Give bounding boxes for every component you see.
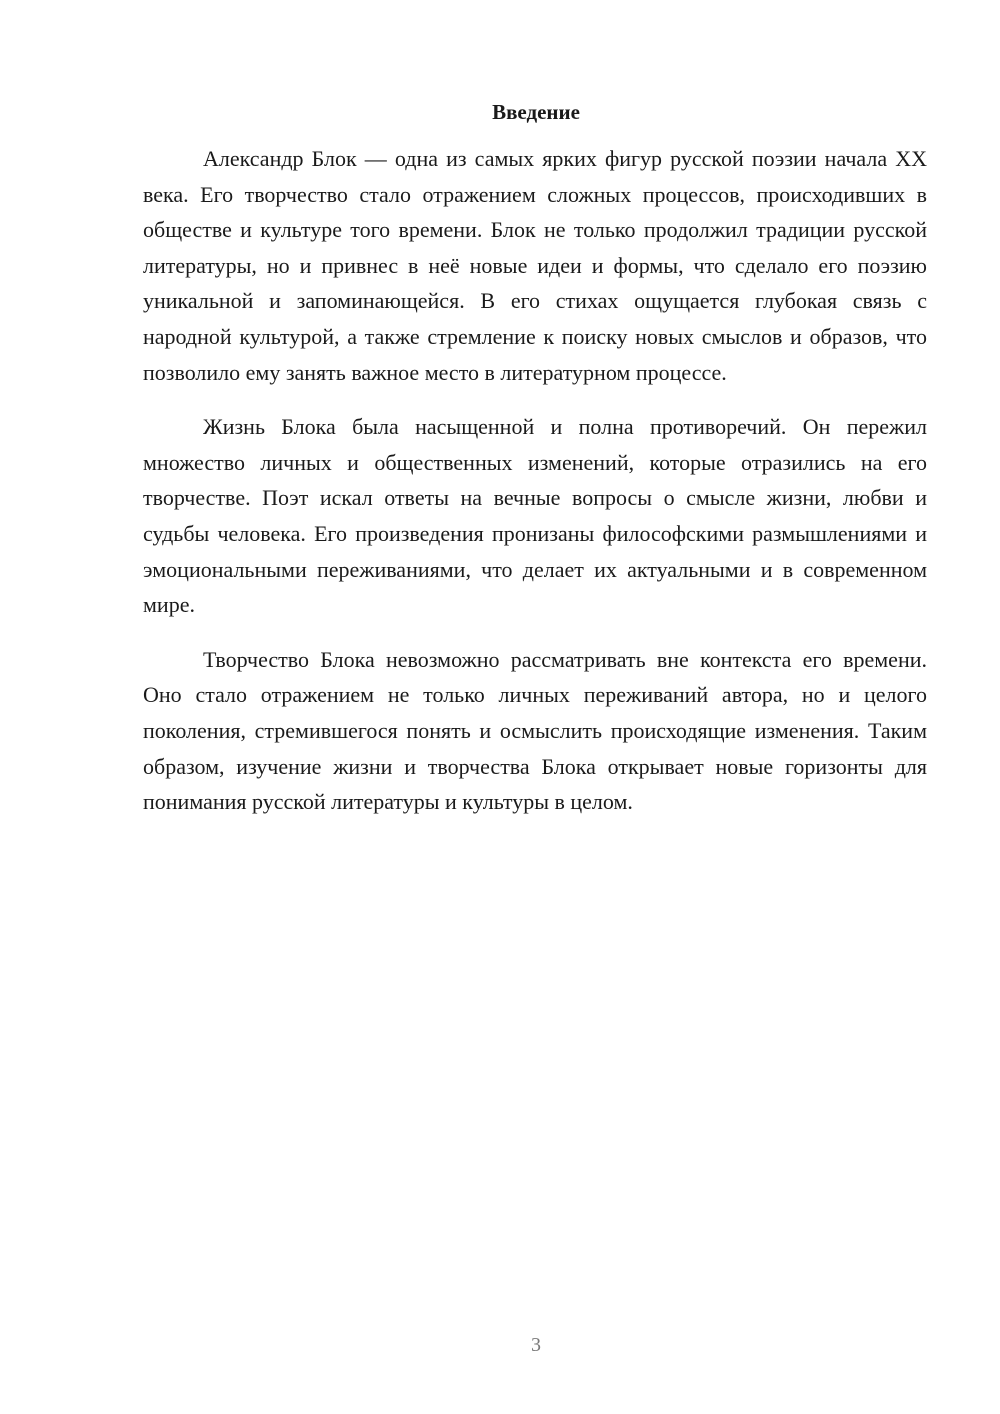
page-number: 3 <box>531 1334 541 1356</box>
paragraph-1: Александр Блок — одна из самых ярких фигур русской поэзии начала XX века. Его творчество стало отражением сложных процессов, происходивших в обществе и культуре того времени. Блок не только продолжил традиции русской литературы, но и привнес в неё новые идеи и формы, что сделало его поэзию уникальной и запоминающейся. В его стихах ощущается глубокая связь с народной культурой, а также стремление к поиску новых смыслов и образов, что позволило ему занять важное место в литературном процессе. <box>143 146 927 385</box>
paragraph-3: Творчество Блока невозможно рассматривать вне контекста его времени. Оно стало отражением не только личных переживаний автора, но и целого поколения, стремившегося понять и осмыслить происходящие изменения. Таким образом, изучение жизни и творчества Блока открывает новые горизонты для понимания русской литературы и культуры в целом. <box>143 646 927 815</box>
paragraph-2: Жизнь Блока была насыщенной и полна противоречий. Он пережил множество личных и общественных изменений, которые отразились на его творчестве. Поэт искал ответы на вечные вопросы о смысле жизни, любви и судьбы человека. Его произведения пронизаны философскими размышлениями и эмоциональными переживаниями, что делает их актуальными и в современном мире. <box>143 414 927 618</box>
body-text <box>143 141 927 839</box>
section-heading: Введение <box>492 100 580 124</box>
